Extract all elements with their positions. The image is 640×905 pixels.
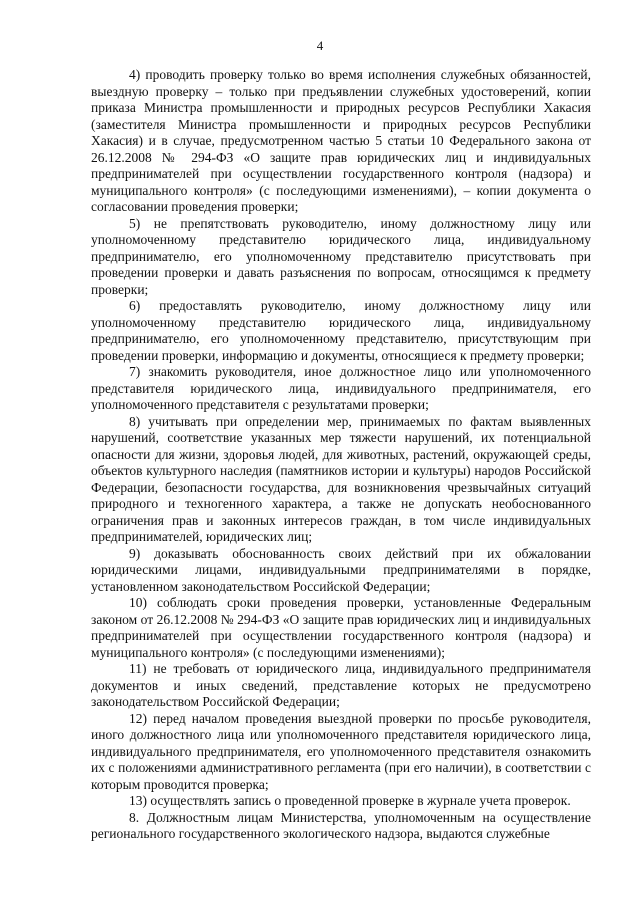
paragraph-item-5: 5) не препятствовать руководителю, иному должностному лицу или уполномоченному представителю юридического лица, индивидуальному предпринимателю, его уполномоченному представителю присутствовать при проведении проверки и давать разъяснения по вопросам, относящимся к предмету проверки; bbox=[91, 215, 591, 297]
paragraph-item-12: 12) перед началом проведения выездной проверки по просьбе руководителя, иного должностного лица или уполномоченного представителя юридического лица, индивидуального предпринимателя, его уполномоченного представителя ознакомить их с положениями административного регламента (при его наличии), в соответствии с которым проводится проверка; bbox=[91, 710, 591, 792]
paragraph-item-4: 4) проводить проверку только во время исполнения служебных обязанностей, выездную проверку – только при предъявлении служебных удостоверений, копии приказа Министра промышленности и природных ресурсов Республики Хакасия (заместителя Министра промышленности и природных ресурсов Республики Хакасия) и в случае, предусмотренном частью 5 статьи 10 Федерального закона от 26.12.2008 № 294-ФЗ «О защите прав юридических лиц и индивидуальных предпринимателей при осуществлении государственного контроля (надзора) и муниципального контроля» (с последующими изменениями), – копии документа о согласовании проведения проверки; bbox=[91, 67, 591, 214]
document-body bbox=[91, 67, 591, 843]
paragraph-item-6: 6) предоставлять руководителю, иному должностному лицу или уполномоченному представителю юридического лица, индивидуальному предпринимателю, его уполномоченному представителю, присутствующим при проведении проверки, информацию и документы, относящиеся к предмету проверки; bbox=[91, 298, 591, 363]
paragraph-section-8: 8. Должностным лицам Министерства, уполномоченным на осуществление регионального государственного экологического надзора, выдаются служебные bbox=[91, 809, 591, 841]
paragraph-item-13: 13) осуществлять запись о проведенной проверке в журнале учета проверок. bbox=[129, 793, 571, 808]
page-number: 4 bbox=[316, 38, 324, 53]
paragraph-item-11: 11) не требовать от юридического лица, индивидуального предпринимателя документов и иных сведений, представление которых не предусмотрено законодательством Российской Федерации; bbox=[91, 661, 591, 709]
paragraph-item-7: 7) знакомить руководителя, иное должностное лицо или уполномоченного представителя юридического лица, индивидуального предпринимателя, его уполномоченного представителя с результатами проверки; bbox=[91, 364, 591, 412]
paragraph-item-10: 10) соблюдать сроки проведения проверки, установленные Федеральным законом от 26.12.2008 № 294-ФЗ «О защите прав юридических лиц и индивидуальных предпринимателей при осуществлении государственного контроля (надзора) и муниципального контроля» (с последующими изменениями); bbox=[91, 595, 591, 660]
paragraph-item-9: 9) доказывать обоснованность своих действий при их обжаловании юридическими лицами, индивидуальными предпринимателями в порядке, установленном законодательством Российской Федерации; bbox=[91, 545, 591, 594]
paragraph-item-8: 8) учитывать при определении мер, принимаемых по фактам выявленных нарушений, соответствие указанных мер тяжести нарушений, их потенциальной опасности для жизни, здоровья людей, для животных, растений, окружающей среды, объектов культурного наследия (памятников истории и культуры) народов Российской Федерации, безопасности государства, для возникновения чрезвычайных ситуаций природного и техногенного характера, а также не допускать необоснованного ограничения прав и законных интересов граждан, в том числе индивидуальных предпринимателей, юридических лиц; bbox=[91, 413, 591, 544]
